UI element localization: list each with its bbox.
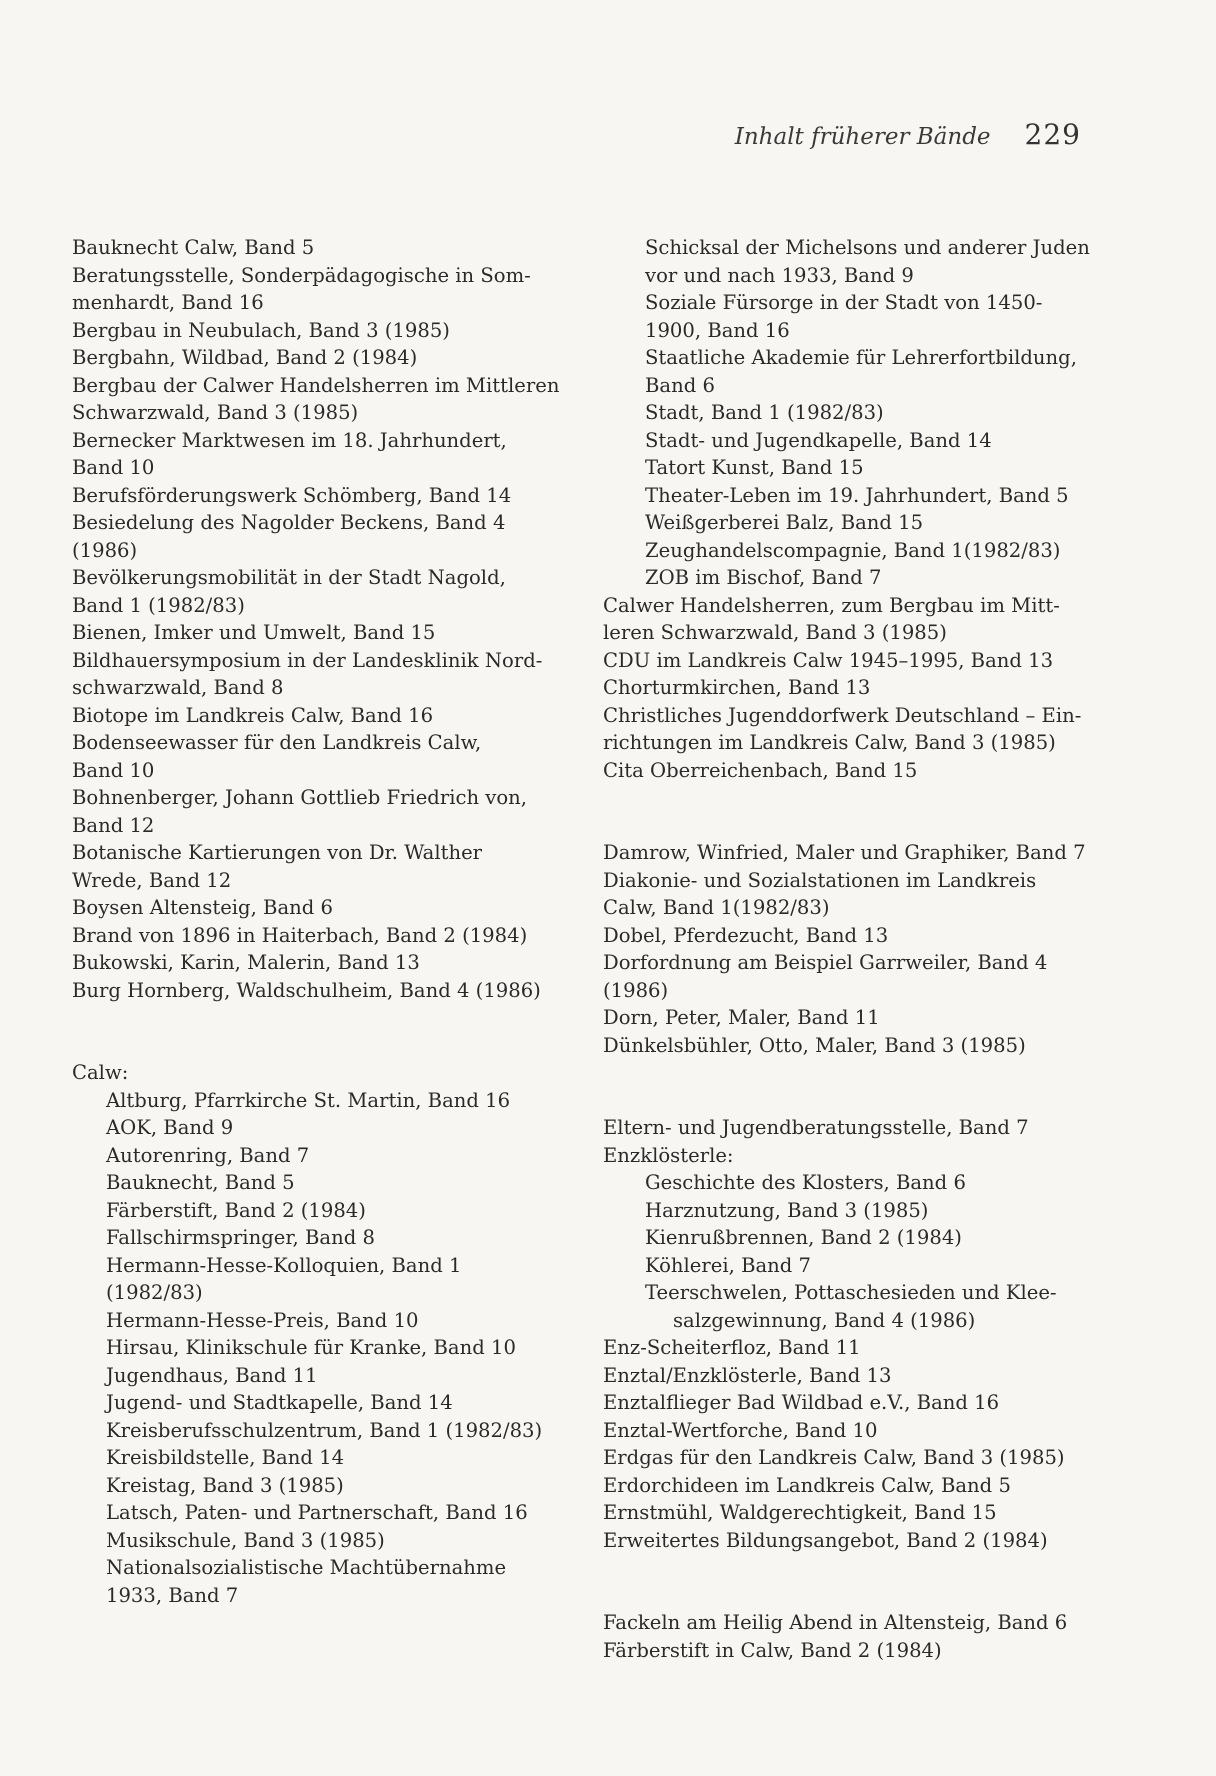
sub-entry: Teerschwelen, Pottaschesieden und Klee- — [645, 1281, 1057, 1304]
sub-entry: Autorenring, Band 7 — [106, 1143, 310, 1167]
index-entry: Brand von 1896 in Haiterbach, Band 2 (1984) — [72, 923, 528, 947]
entry-group-e — [603, 1114, 1103, 1554]
index-entry: leren Schwarzwald, Band 3 (1985) — [603, 621, 947, 644]
sub-entry: Färberstift, Band 2 (1984) — [106, 1198, 366, 1222]
index-entry: Diakonie- und Sozialstationen im Landkreis — [603, 868, 1037, 892]
index-entry: Band 12 — [72, 813, 155, 837]
sub-entry: Nationalsozialistische Machtübernahme — [106, 1556, 507, 1579]
index-entry: Botanische Kartierungen von Dr. Walther — [72, 841, 483, 864]
index-entry: schwarzwald, Band 8 — [72, 676, 284, 699]
index-entry: Wrede, Band 12 — [72, 868, 232, 892]
enzkloesterle-heading: Enzklösterle: — [603, 1143, 734, 1167]
index-entry: Enztal/Enzklösterle, Band 13 — [603, 1363, 892, 1387]
index-entry: Schwarzwald, Band 3 (1985) — [72, 401, 359, 424]
index-entry: Bauknecht Calw, Band 5 — [72, 236, 315, 259]
sub-entry: Kreisberufsschulzentrum, Band 1 (1982/83) — [106, 1418, 543, 1442]
index-entry: richtungen im Landkreis Calw, Band 3 (1985) — [603, 731, 1056, 754]
calw-heading: Calw: — [72, 1061, 129, 1084]
index-entry: Erweitertes Bildungsangebot, Band 2 (1984) — [603, 1528, 1048, 1552]
index-entry: Bernecker Marktwesen im 18. Jahrhundert, — [72, 428, 507, 452]
sub-entry: Altburg, Pfarrkirche St. Martin, Band 16 — [106, 1088, 511, 1112]
index-entry: Bevölkerungsmobilität in der Stadt Nagold, — [72, 566, 506, 589]
index-entry: Bergbau in Neubulach, Band 3 (1985) — [72, 318, 450, 342]
sub-entry: Schicksal der Michelsons und anderer Juden — [645, 236, 1090, 259]
sub-entry: Harznutzung, Band 3 (1985) — [645, 1198, 929, 1222]
index-entry: Bildhauersymposium in der Landesklinik Nord- — [72, 648, 543, 672]
sub-entry: Band 6 — [645, 373, 715, 397]
entry-group-b — [72, 234, 592, 1004]
index-entry: Dobel, Pferdezucht, Band 13 — [603, 923, 889, 947]
sub-entry: (1982/83) — [106, 1281, 203, 1304]
index-entry: Christliches Jugenddorfwerk Deutschland – Ein- — [603, 703, 1082, 727]
index-entry: Calwer Handelsherren, zum Bergbau im Mitt- — [603, 593, 1060, 617]
index-entry: Erdgas für den Landkreis Calw, Band 3 (1985) — [603, 1446, 1065, 1469]
entry-group-f — [603, 1609, 1103, 1664]
sub-entry-continuation: salzgewinnung, Band 4 (1986) — [673, 1308, 976, 1332]
sub-entry: vor und nach 1933, Band 9 — [645, 263, 914, 287]
sub-entry: Fallschirmspringer, Band 8 — [106, 1226, 375, 1249]
index-entry: Berufsförderungswerk Schömberg, Band 14 — [72, 483, 512, 507]
sub-entry: Jugendhaus, Band 11 — [106, 1363, 318, 1387]
index-entry: Biotope im Landkreis Calw, Band 16 — [72, 703, 434, 727]
sub-entry: Tatort Kunst, Band 15 — [645, 456, 864, 479]
index-entry: Bergbahn, Wildbad, Band 2 (1984) — [72, 346, 418, 369]
index-entry: Cita Oberreichenbach, Band 15 — [603, 758, 918, 782]
sub-entry: Theater-Leben im 19. Jahrhundert, Band 5 — [645, 483, 1069, 507]
sub-entry: Latsch, Paten- und Partnerschaft, Band 16 — [106, 1501, 528, 1524]
index-entry: Chorturmkirchen, Band 13 — [603, 676, 871, 699]
index-entry: Boysen Altensteig, Band 6 — [72, 896, 333, 919]
index-entry: Band 10 — [72, 456, 155, 479]
sub-entry: AOK, Band 9 — [106, 1116, 234, 1139]
entry-group-d — [603, 839, 1103, 1059]
sub-entry: Hermann-Hesse-Preis, Band 10 — [106, 1308, 419, 1332]
index-entry: Fackeln am Heilig Abend in Altensteig, Band 6 — [603, 1611, 1068, 1634]
sub-entry: 1933, Band 7 — [106, 1583, 239, 1607]
index-entry: Eltern- und Jugendberatungsstelle, Band 7 — [603, 1116, 1029, 1139]
index-entry: Dorfordnung am Beispiel Garrweiler, Band 4 — [603, 951, 1048, 974]
entry-group-calw-cont — [603, 234, 1103, 592]
running-header — [735, 118, 1081, 151]
index-column-right — [603, 234, 1103, 1664]
group-spacer — [603, 1554, 1103, 1609]
index-entry: Beratungsstelle, Sonderpädagogische in Som- — [72, 263, 531, 287]
index-entry: Bergbau der Calwer Handelsherren im Mittleren — [72, 373, 560, 397]
sub-entry: Stadt, Band 1 (1982/83) — [645, 401, 884, 424]
group-spacer — [603, 784, 1103, 839]
index-entry: Enztal-Wertforche, Band 10 — [603, 1418, 878, 1442]
index-entry: Bukowski, Karin, Malerin, Band 13 — [72, 951, 420, 974]
sub-entry: Staatliche Akademie für Lehrerfortbildung, — [645, 346, 1077, 369]
sub-entry: Bauknecht, Band 5 — [106, 1171, 295, 1194]
index-entry: Erdorchideen im Landkreis Calw, Band 5 — [603, 1473, 1011, 1497]
sub-entry: Kienrußbrennen, Band 2 (1984) — [645, 1226, 962, 1249]
group-spacer — [603, 1059, 1103, 1114]
sub-entry: Jugend- und Stadtkapelle, Band 14 — [106, 1391, 453, 1414]
index-entry: Besiedelung des Nagolder Beckens, Band 4 — [72, 511, 506, 534]
sub-entry: Musikschule, Band 3 (1985) — [106, 1528, 385, 1552]
sub-entry: Kreisbildstelle, Band 14 — [106, 1446, 345, 1469]
header-title: Inhalt früherer Bände — [734, 124, 991, 150]
sub-entry: Köhlerei, Band 7 — [645, 1253, 812, 1277]
index-entry: Enztalflieger Bad Wildbad e.V., Band 16 — [603, 1391, 1000, 1414]
index-entry: Bohnenberger, Johann Gottlieb Friedrich von, — [72, 786, 528, 809]
sub-entry: Hermann-Hesse-Kolloquien, Band 1 — [106, 1253, 462, 1277]
index-entry: Damrow, Winfried, Maler und Graphiker, Band 7 — [603, 841, 1086, 864]
sub-entry: Stadt- und Jugendkapelle, Band 14 — [645, 428, 992, 452]
index-entry: Enz-Scheiterfloz, Band 11 — [603, 1336, 861, 1359]
sub-entry: Hirsau, Klinikschule für Kranke, Band 10 — [106, 1336, 516, 1359]
index-entry: Burg Hornberg, Waldschulheim, Band 4 (1986) — [72, 978, 541, 1002]
page-number: 229 — [1024, 118, 1081, 151]
sub-entry: Geschichte des Klosters, Band 6 — [645, 1171, 966, 1194]
entry-group-c — [603, 592, 1103, 785]
sub-entry: Soziale Fürsorge in der Stadt von 1450- — [645, 291, 1043, 314]
index-entry: menhardt, Band 16 — [72, 291, 264, 314]
sub-entry: 1900, Band 16 — [645, 318, 790, 342]
index-entry: Dorn, Peter, Maler, Band 11 — [603, 1006, 880, 1029]
index-column-left — [72, 234, 592, 1609]
sub-entry: Zeughandelscompagnie, Band 1(1982/83) — [645, 538, 1061, 562]
sub-entry: ZOB im Bischof, Band 7 — [645, 566, 882, 589]
index-entry: (1986) — [72, 538, 138, 562]
index-entry: Band 10 — [72, 758, 155, 782]
entry-group-calw — [72, 1059, 592, 1609]
index-entry: Dünkelsbühler, Otto, Maler, Band 3 (1985) — [603, 1033, 1026, 1057]
index-entry: CDU im Landkreis Calw 1945–1995, Band 13 — [603, 648, 1054, 672]
index-entry: (1986) — [603, 978, 669, 1002]
index-entry: Bodenseewasser für den Landkreis Calw, — [72, 731, 482, 754]
sub-entry: Weißgerberei Balz, Band 15 — [645, 511, 924, 534]
index-entry: Bienen, Imker und Umwelt, Band 15 — [72, 621, 436, 644]
index-entry: Band 1 (1982/83) — [72, 593, 245, 617]
index-entry: Calw, Band 1(1982/83) — [603, 896, 830, 919]
sub-entry: Kreistag, Band 3 (1985) — [106, 1473, 344, 1497]
group-spacer — [72, 1004, 592, 1059]
index-entry: Ernstmühl, Waldgerechtigkeit, Band 15 — [603, 1501, 997, 1524]
index-entry: Färberstift in Calw, Band 2 (1984) — [603, 1638, 942, 1662]
